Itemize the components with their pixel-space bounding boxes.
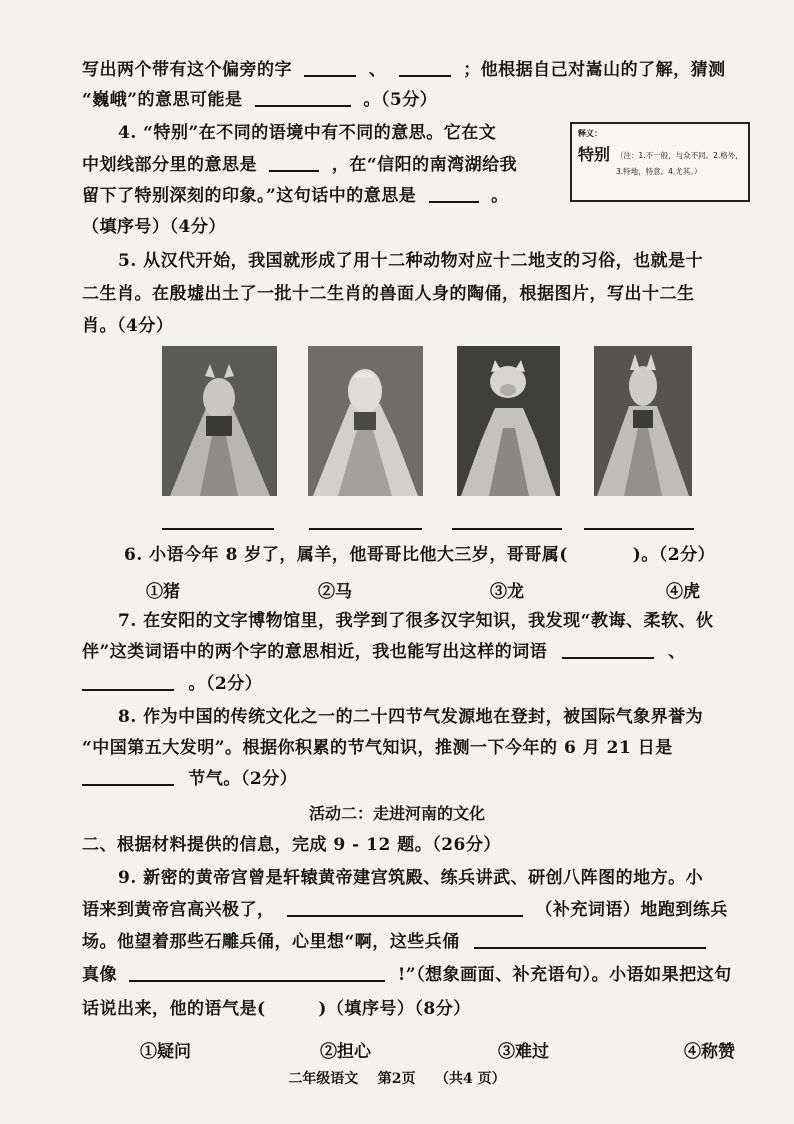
text: 留下了特别深刻的印象。”这句话中的意思是 bbox=[82, 186, 417, 206]
answer-blank[interactable] bbox=[82, 766, 174, 786]
question-8-line-2: “中国第五大发明”。根据你积累的节气知识，推测一下今年的 6 月 21 日是 bbox=[82, 738, 673, 758]
note-word: 特别 bbox=[578, 145, 611, 164]
text: )（填序号）（8分） bbox=[318, 999, 471, 1019]
question-9-line-3 bbox=[82, 929, 706, 955]
text: ；他根据自己对嵩山的了解，猜测 bbox=[463, 60, 726, 80]
option-4[interactable]: ④称赞 bbox=[684, 1042, 735, 1062]
text: 、 bbox=[668, 642, 686, 662]
question-4-line-1: 4. “特别”在不同的语境中有不同的意思。它在文 bbox=[118, 123, 497, 143]
answer-blank[interactable] bbox=[429, 183, 479, 203]
text: !”（想象画面、补充语句）。小语如果把这句 bbox=[397, 965, 732, 985]
part-2-heading: 二、根据材料提供的信息，完成 9 - 12 题。（26分） bbox=[82, 835, 501, 855]
option-3[interactable]: ③龙 bbox=[490, 582, 524, 602]
answer-blank[interactable] bbox=[562, 639, 654, 659]
answer-blank[interactable] bbox=[129, 962, 385, 982]
line-1 bbox=[82, 57, 726, 83]
text: 。（2分） bbox=[188, 674, 263, 694]
text: 6. 小语今年 8 岁了，属羊，他哥哥比他大三岁，哥哥属( bbox=[124, 545, 568, 565]
page-footer: 二年级语文 第2页 （共4 页） bbox=[288, 1071, 506, 1087]
question-9-line-5 bbox=[82, 996, 471, 1022]
question-5-line-3: 肖。（4分） bbox=[82, 316, 174, 336]
text: 节气。（2分） bbox=[188, 769, 298, 789]
option-1[interactable]: ①猪 bbox=[146, 582, 180, 602]
text: 伴”这类词语中的两个字的意思相近，我也能写出这样的词语 bbox=[82, 642, 548, 662]
question-5-line-2: 二生肖。在殷墟出土了一批十二生肖的兽面人身的陶俑，根据图片，写出十二生 bbox=[82, 284, 695, 304]
text: 。（5分） bbox=[363, 90, 438, 110]
answer-blank[interactable] bbox=[399, 57, 451, 77]
answer-blank[interactable] bbox=[474, 929, 706, 949]
note-text: （注：1.不一般，与众不同。2.格外，3.特地，特意。4.尤其。） bbox=[616, 151, 743, 176]
text: 话说出来，他的语气是( bbox=[82, 999, 266, 1019]
text: 写出两个带有这个偏旁的字 bbox=[82, 60, 292, 80]
text: 真像 bbox=[82, 965, 117, 985]
zodiac-figure-2 bbox=[308, 346, 423, 496]
question-4-line-3 bbox=[82, 183, 509, 209]
definition-note-box bbox=[570, 122, 750, 202]
answer-blank[interactable] bbox=[82, 671, 174, 691]
line-2 bbox=[82, 87, 437, 113]
answer-line[interactable] bbox=[452, 528, 562, 530]
text: 、 bbox=[368, 60, 387, 80]
text: 。 bbox=[491, 186, 509, 206]
text: )。（2分） bbox=[632, 545, 716, 565]
question-9-line-4 bbox=[82, 962, 732, 988]
question-4-line-2 bbox=[82, 152, 517, 178]
option-1[interactable]: ①疑问 bbox=[140, 1042, 191, 1062]
text: （补充词语）地跑到练兵 bbox=[535, 900, 728, 920]
answer-line[interactable] bbox=[162, 528, 274, 530]
zodiac-figure-3 bbox=[457, 346, 560, 496]
option-4[interactable]: ④虎 bbox=[666, 582, 700, 602]
question-4-line-4: （填序号）（4分） bbox=[82, 217, 226, 237]
option-3[interactable]: ③难过 bbox=[498, 1042, 549, 1062]
answer-line[interactable] bbox=[309, 528, 422, 530]
option-2[interactable]: ②担心 bbox=[320, 1042, 371, 1062]
question-7-line-2 bbox=[82, 639, 686, 665]
section-title: 活动二：走进河南的文化 bbox=[308, 804, 485, 823]
text: 场。他望着那些石雕兵俑，心里想“啊，这些兵俑 bbox=[82, 932, 460, 952]
question-9-line-1: 9. 新密的黄帝宫曾是轩辕黄帝建宫筑殿、练兵讲武、研创八阵图的地方。小 bbox=[118, 868, 704, 888]
question-6-line bbox=[124, 542, 715, 568]
figure-image bbox=[457, 346, 560, 496]
figure-image bbox=[594, 346, 692, 496]
question-9-line-2 bbox=[82, 897, 728, 923]
zodiac-figure-1 bbox=[162, 346, 277, 496]
answer-blank[interactable] bbox=[255, 87, 351, 107]
figure-image bbox=[308, 346, 423, 496]
text: 语来到黄帝宫高兴极了， bbox=[82, 900, 275, 920]
question-8-line-1: 8. 作为中国的传统文化之一的二十四节气发源地在登封，被国际气象界誉为 bbox=[118, 707, 704, 727]
question-5-line-1: 5. 从汉代开始，我国就形成了用十二种动物对应十二地支的习俗，也就是十 bbox=[118, 251, 704, 271]
answer-blank[interactable] bbox=[269, 152, 319, 172]
text: ，在“信阳的南湾湖给我 bbox=[331, 155, 518, 175]
text: 中划线部分里的意思是 bbox=[82, 155, 257, 175]
answer-line[interactable] bbox=[584, 528, 694, 530]
note-heading: 释义： bbox=[578, 129, 602, 138]
option-2[interactable]: ②马 bbox=[318, 582, 352, 602]
figure-image bbox=[162, 346, 277, 496]
answer-blank[interactable] bbox=[304, 57, 356, 77]
question-8-line-3 bbox=[82, 766, 297, 792]
answer-blank[interactable] bbox=[287, 897, 523, 917]
question-7-line-1: 7. 在安阳的文字博物馆里，我学到了很多汉字知识，我发现“教诲、柔软、伙 bbox=[118, 611, 714, 631]
text: “巍峨”的意思可能是 bbox=[82, 90, 243, 110]
zodiac-figure-4 bbox=[594, 346, 692, 496]
question-7-line-3 bbox=[82, 671, 262, 697]
